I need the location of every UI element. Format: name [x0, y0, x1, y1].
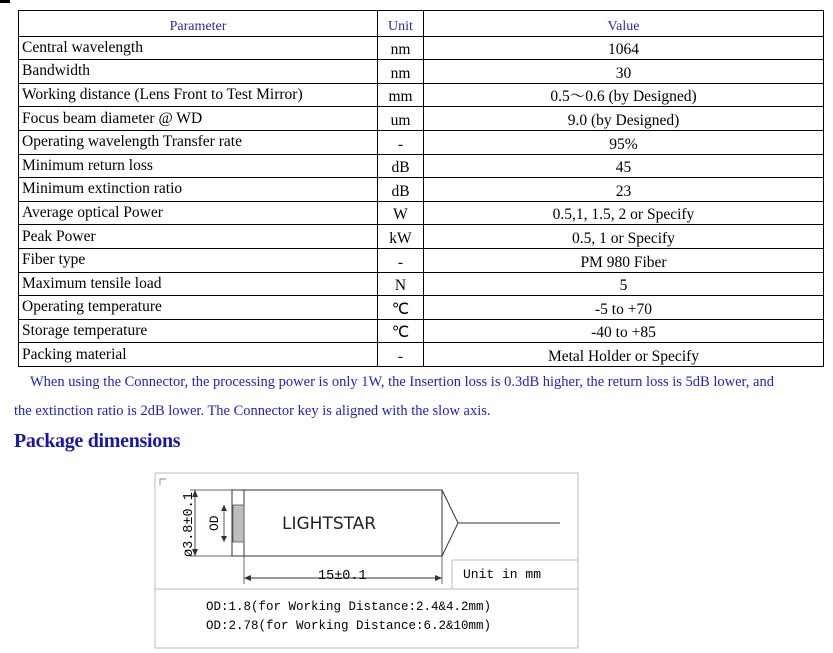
unit-cell: dB	[378, 154, 424, 178]
param-cell: Bandwidth	[19, 60, 378, 84]
param-cell: Minimum return loss	[19, 154, 378, 178]
param-cell: Storage temperature	[19, 319, 378, 343]
package-dimensions-heading: Package dimensions	[14, 430, 181, 452]
od-label: OD	[207, 515, 222, 531]
od-note-2: OD:2.78(for Working Distance:6.2&10mm)	[206, 619, 492, 633]
param-cell: Peak Power	[19, 225, 378, 249]
header-parameter: Parameter	[19, 11, 378, 37]
value-cell: -5 to +70	[424, 296, 824, 320]
arrowhead	[221, 505, 227, 511]
param-cell: Average optical Power	[19, 201, 378, 225]
param-cell: Operating wavelength Transfer rate	[19, 130, 378, 154]
unit-cell: N	[378, 272, 424, 296]
value-cell: 30	[424, 60, 824, 84]
header-value: Value	[424, 11, 824, 37]
unit-cell: W	[378, 201, 424, 225]
value-cell: PM 980 Fiber	[424, 248, 824, 272]
header-unit: Unit	[378, 11, 424, 37]
value-cell: 1064	[424, 36, 824, 60]
unit-cell: nm	[378, 36, 424, 60]
value-cell: 9.0 (by Designed)	[424, 107, 824, 131]
unit-cell: mm	[378, 83, 424, 107]
param-cell: Focus beam diameter @ WD	[19, 107, 378, 131]
param-cell: Central wavelength	[19, 36, 378, 60]
param-cell: Fiber type	[19, 248, 378, 272]
connector-note-line-1: When using the Connector, the processing power is only 1W, the Insertion loss is 0.3dB higher, the return loss is 5dB lower, and	[30, 374, 774, 390]
diameter-label: ø3.8±0.1	[182, 492, 197, 557]
arrowhead	[435, 575, 442, 581]
value-cell: 45	[424, 154, 824, 178]
unit-cell: kW	[378, 225, 424, 249]
connector-note-line-2: the extinction ratio is 2dB lower. The Connector key is aligned with the slow axis.	[14, 403, 491, 419]
value-cell: 23	[424, 178, 824, 202]
value-cell: 0.5～0.6 (by Designed)	[424, 83, 824, 107]
param-cell: Minimum extinction ratio	[19, 178, 378, 202]
value-cell: 0.5,1, 1.5, 2 or Specify	[424, 201, 824, 225]
param-cell: Packing material	[19, 343, 378, 367]
unit-cell: um	[378, 107, 424, 131]
value-cell: 0.5, 1 or Specify	[424, 225, 824, 249]
arrowhead	[221, 536, 227, 542]
unit-cell: ℃	[378, 296, 424, 320]
brand-label: LIGHTSTAR	[282, 514, 377, 534]
unit-label: Unit in mm	[463, 567, 542, 582]
value-cell: Metal Holder or Specify	[424, 343, 824, 367]
unit-cell: -	[378, 248, 424, 272]
param-cell: Working distance (Lens Front to Test Mirror)	[19, 83, 378, 107]
value-cell: 95%	[424, 130, 824, 154]
param-cell: Operating temperature	[19, 296, 378, 320]
param-cell: Maximum tensile load	[19, 272, 378, 296]
od-note-1: OD:1.8(for Working Distance:2.4&4.2mm)	[206, 600, 492, 614]
value-cell: -40 to +85	[424, 319, 824, 343]
unit-cell: nm	[378, 60, 424, 84]
fiber-boot	[442, 490, 458, 556]
unit-cell: ℃	[378, 319, 424, 343]
value-cell: 5	[424, 272, 824, 296]
unit-cell: -	[378, 130, 424, 154]
length-label: 15±0.1	[318, 569, 367, 584]
unit-cell: dB	[378, 178, 424, 202]
unit-cell: -	[378, 343, 424, 367]
corner-mark	[160, 479, 166, 485]
lens-element	[233, 505, 244, 542]
arrowhead	[244, 575, 251, 581]
